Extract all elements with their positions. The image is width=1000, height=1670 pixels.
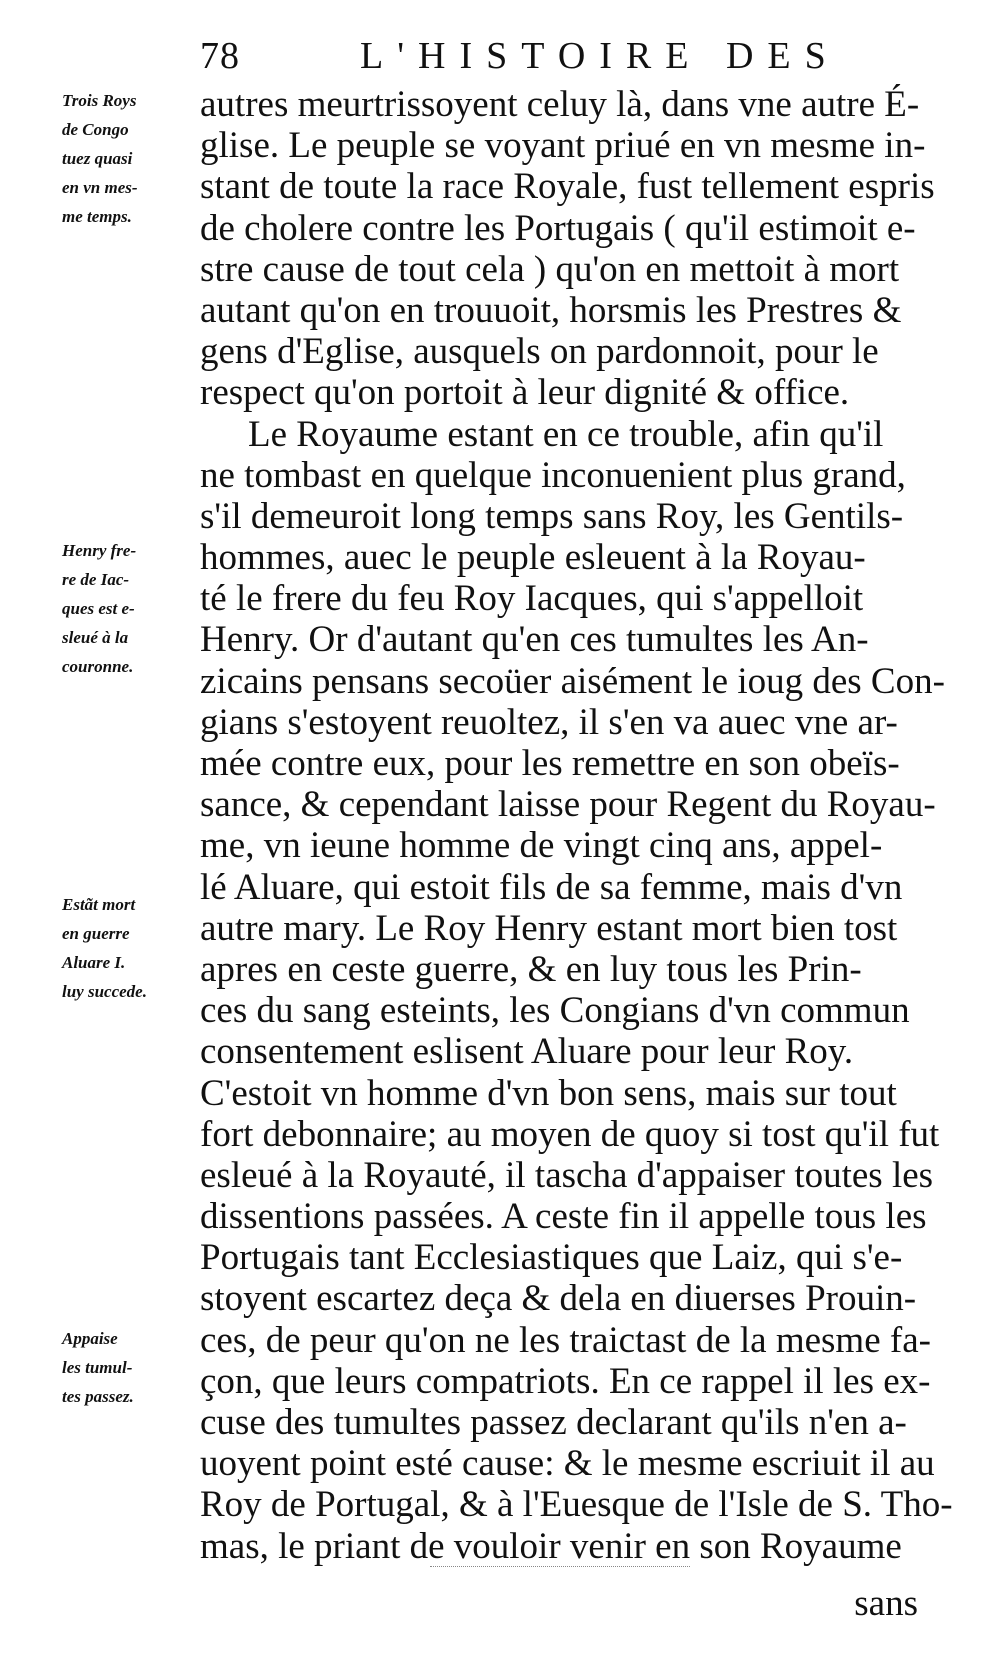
catchword: sans bbox=[854, 1583, 918, 1624]
margin-note-line: en guerre bbox=[62, 924, 130, 943]
text-line: ne tombast en quelque inconuenient plus grand, bbox=[200, 454, 906, 496]
page-number: 78 bbox=[200, 35, 240, 77]
margin-note-aluare bbox=[62, 890, 184, 1006]
text-line: uoyent point esté cause: & le mesme escriuit il au bbox=[200, 1443, 935, 1485]
page-header bbox=[200, 34, 900, 84]
text-line: autre mary. Le Roy Henry estant mort bien tost bbox=[200, 907, 898, 949]
text-line: me, vn ieune homme de vingt cinq ans, appel- bbox=[200, 825, 883, 867]
margin-note-appaise bbox=[62, 1324, 184, 1411]
margin-note-line: Estãt mort bbox=[62, 895, 136, 914]
text-line: fort debonnaire; au moyen de quoy si tost qu'il fut bbox=[200, 1113, 940, 1155]
text-line: Henry. Or d'autant qu'en ces tumultes les An- bbox=[200, 619, 869, 661]
margin-note-line: Trois Roys bbox=[62, 91, 137, 110]
margin-note-line: Appaise bbox=[62, 1329, 118, 1348]
paragraph-start-line: Le Royaume estant en ce trouble, afin qu'il bbox=[248, 413, 884, 455]
text-line: Portugais tant Ecclesiastiques que Laiz, qui s'e- bbox=[200, 1237, 903, 1279]
text-line: dissentions passées. A ceste fin il appelle tous les bbox=[200, 1196, 927, 1238]
margin-note-line: ques est e- bbox=[62, 599, 135, 618]
text-line: stre cause de tout cela ) qu'on en mettoit à mort bbox=[200, 248, 900, 290]
text-line: lé Aluare, qui estoit fils de sa femme, mais d'vn bbox=[200, 866, 903, 908]
text-line: cuse des tumultes passez declarant qu'ils n'en a- bbox=[200, 1402, 907, 1443]
margin-note-line: de Congo bbox=[62, 120, 129, 139]
margin-note-line: en vn mes- bbox=[62, 178, 138, 197]
margin-note-line: les tumul- bbox=[62, 1358, 133, 1377]
text-line: mée contre eux, pour les remettre en son obeïs- bbox=[200, 743, 900, 784]
text-line: autant qu'on en trouuoit, horsmis les Prestres & bbox=[200, 289, 902, 331]
margin-note-line: couronne. bbox=[62, 657, 134, 676]
margin-note-line: Henry fre- bbox=[62, 541, 137, 560]
bottom-rule-divider bbox=[430, 1566, 690, 1567]
text-line: s'il demeuroit long temps sans Roy, les Gentils- bbox=[200, 495, 904, 537]
text-line: gians s'estoyent reuoltez, il s'en va auec vne ar- bbox=[200, 701, 898, 743]
text-line: ces du sang esteints, les Congians d'vn commun bbox=[200, 990, 910, 1032]
body-text bbox=[200, 84, 953, 1567]
text-line: stoyent escartez deça & dela en diuerses Prouin- bbox=[200, 1278, 917, 1320]
text-line: Roy de Portugal, & à l'Euesque de l'Isle de S. Tho- bbox=[200, 1484, 953, 1526]
margin-note-line: luy succede. bbox=[62, 982, 147, 1001]
text-line: C'estoit vn homme d'vn bon sens, mais sur tout bbox=[200, 1072, 897, 1114]
text-line: stant de toute la race Royale, fust tellement espris bbox=[200, 166, 935, 208]
margin-note-henry bbox=[62, 536, 184, 681]
text-line: glise. Le peuple se voyant priué en vn mesme in- bbox=[200, 125, 926, 167]
text-line: esleué à la Royauté, il tascha d'appaiser toutes les bbox=[200, 1154, 934, 1196]
margin-note-line: tuez quasi bbox=[62, 149, 133, 168]
text-line: apres en ceste guerre, & en luy tous les Prin- bbox=[200, 948, 862, 990]
margin-note-line: Aluare I. bbox=[62, 953, 126, 972]
text-line: hommes, auec le peuple esleuent à la Royau- bbox=[200, 537, 866, 579]
margin-note-line: sleué à la bbox=[62, 628, 129, 647]
margin-note-line: me temps. bbox=[62, 207, 132, 226]
text-line: mas, le priant de vouloir venir en son Royaume bbox=[200, 1525, 902, 1567]
text-line: respect qu'on portoit à leur dignité & office. bbox=[200, 372, 850, 414]
text-line: sance, & cependant laisse pour Regent du Royau- bbox=[200, 784, 936, 826]
text-line: consentement eslisent Aluare pour leur Roy. bbox=[200, 1031, 854, 1073]
running-title: L'HISTOIRE DES bbox=[360, 35, 840, 77]
text-line: zicains pensans secoüer aisément le ioug des Con- bbox=[200, 660, 945, 702]
margin-note-line: tes passez. bbox=[62, 1387, 134, 1406]
text-line: ces, de peur qu'on ne les traictast de la mesme fa- bbox=[200, 1319, 931, 1361]
margin-note-line: re de Iac- bbox=[62, 570, 130, 589]
text-line: gens d'Eglise, ausquels on pardonnoit, pour le bbox=[200, 331, 879, 373]
margin-note-trois-roys bbox=[62, 86, 184, 231]
text-line: çon, que leurs compatriots. En ce rappel il les ex- bbox=[200, 1360, 931, 1402]
text-line: té le frere du feu Roy Iacques, qui s'appelloit bbox=[200, 578, 864, 620]
text-line: autres meurtrissoyent celuy là, dans vne autre É- bbox=[200, 84, 920, 125]
text-line: de cholere contre les Portugais ( qu'il estimoit e- bbox=[200, 207, 916, 249]
